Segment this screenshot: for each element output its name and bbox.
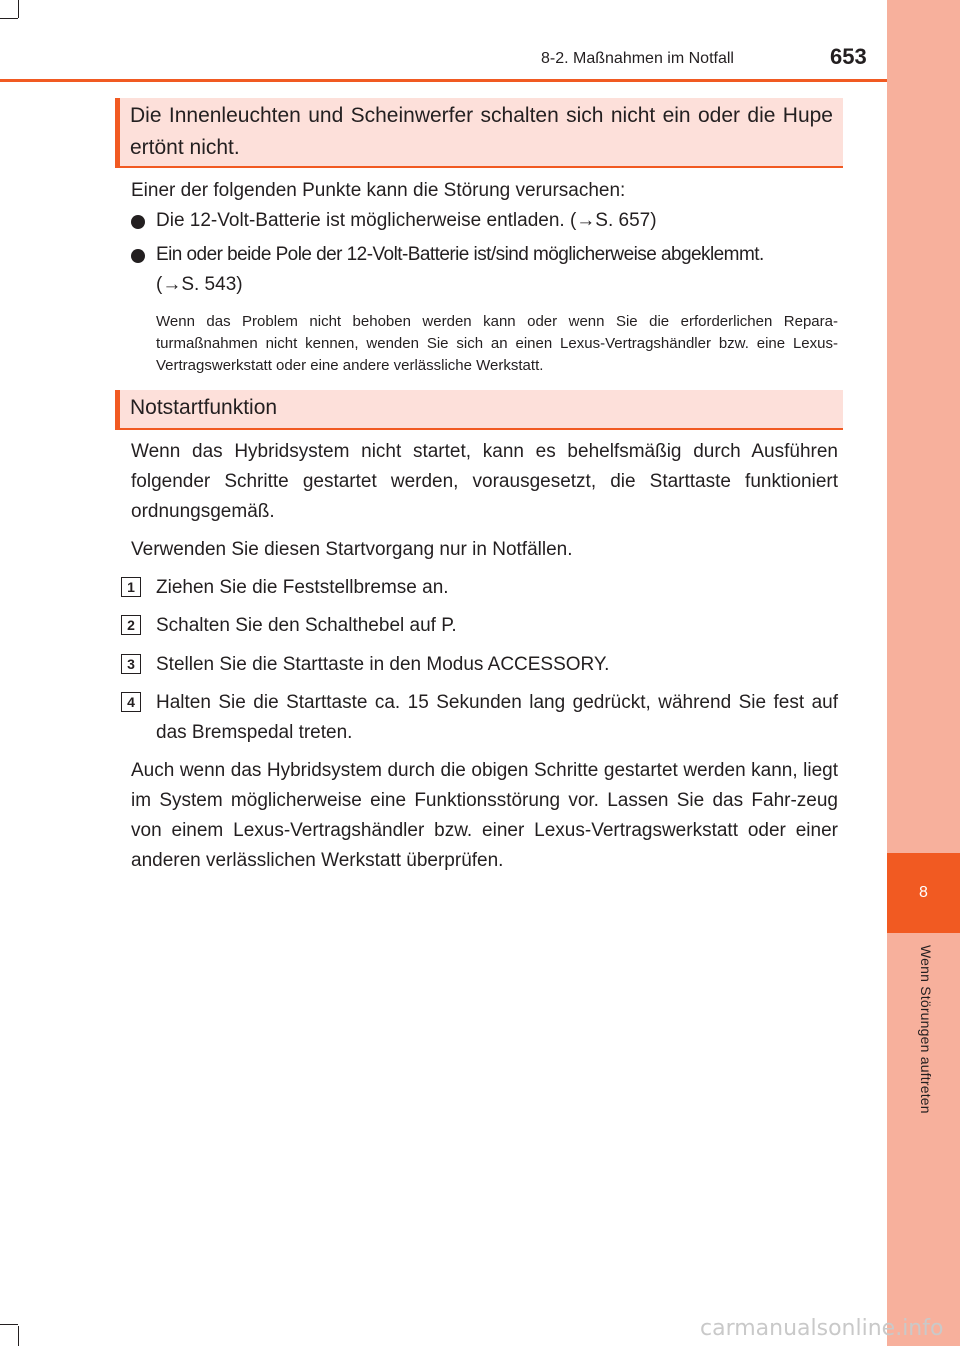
crop-mark: [18, 0, 19, 18]
bullet-icon: [131, 249, 145, 263]
chapter-number: 8: [887, 853, 960, 933]
chapter-title: Wenn Störungen auftreten: [918, 945, 934, 1114]
crop-mark: [0, 18, 18, 19]
crop-mark: [18, 1326, 19, 1346]
section2-closing: Auch wenn das Hybridsystem durch die obigen Schritte gestartet werden kann, liegt im System möglicherweise eine Funktionsstörung vor. Lassen Sie das Fahr-zeug von einem Lexus-Vertragshändler bzw. einer Lexus-Vertragswerkstatt oder einer anderen verlässlichen Werkstatt überprüfen.: [131, 760, 838, 871]
step-number-box: 4: [121, 692, 141, 712]
section-header: 8-2. Maßnahmen im Notfall: [541, 50, 734, 67]
step-4-text: Halten Sie die Starttaste ca. 15 Sekunden lang gedrückt, während Sie fest auf das Bremspedal treten.: [156, 692, 838, 743]
section1-bullet-2-ref: (→S. 543): [156, 274, 243, 295]
section2-intro: Wenn das Hybridsystem nicht startet, kann es behelfsmäßig durch Ausführen folgender Schritte gestartet werden, vorausgesetzt, die Starttaste funktioniert ordnungsgemäß.: [131, 441, 838, 522]
header-rule: [0, 79, 887, 82]
section-heading-emergency-start: Notstartfunktion: [115, 390, 843, 430]
step-number-box: 2: [121, 615, 141, 635]
crop-mark: [0, 1324, 18, 1325]
section1-bullet-2: Ein oder beide Pole der 12-Volt-Batterie ist/sind möglicherweise abgeklemmt.: [156, 244, 764, 265]
step-number-box: 3: [121, 654, 141, 674]
step-2-text: Schalten Sie den Schalthebel auf P.: [156, 615, 457, 636]
step-1-text: Ziehen Sie die Feststellbremse an.: [156, 577, 449, 598]
step-3-text: Stellen Sie die Starttaste in den Modus ACCESSORY.: [156, 654, 610, 675]
section-heading-lights-horn: Die Innenleuchten und Scheinwerfer schalten sich nicht ein oder die Hupe ertönt nicht.: [115, 98, 843, 168]
step-number-box: 1: [121, 577, 141, 597]
section1-intro: Einer der folgenden Punkte kann die Störung verursachen:: [131, 180, 626, 201]
section1-note: Wenn das Problem nicht behoben werden kann oder wenn Sie die erforderlichen Repara-turmaßnahmen nicht kennen, wenden Sie sich an einen Lexus-Vertragshändler bzw. eine Lexus-Vertragswerkstatt oder eine andere verlässliche Werkstatt.: [156, 313, 838, 374]
section2-warning: Verwenden Sie diesen Startvorgang nur in Notfällen.: [131, 539, 573, 560]
section1-bullet-1: Die 12-Volt-Batterie ist möglicherweise entladen. (→S. 657): [156, 210, 657, 231]
page-number: 653: [830, 44, 867, 69]
watermark: carmanualsonline.info: [700, 1316, 944, 1341]
bullet-icon: [131, 215, 145, 229]
